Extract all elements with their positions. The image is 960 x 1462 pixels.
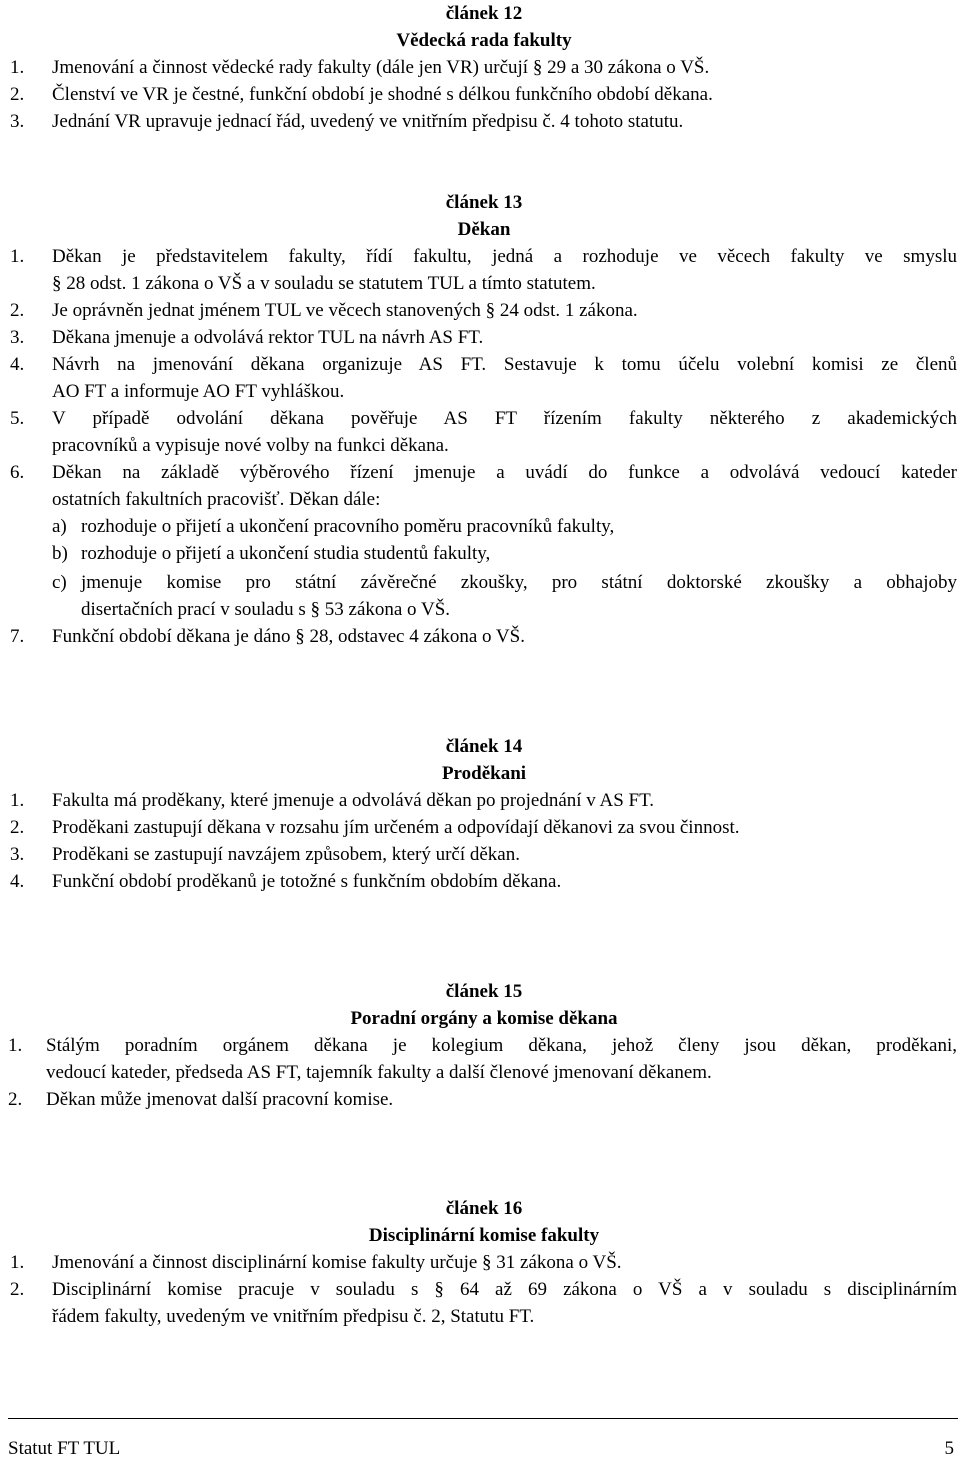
item-number: 3.	[10, 327, 25, 348]
footer-document-title: Statut FT TUL	[8, 1438, 121, 1459]
item-number: 1.	[10, 246, 25, 267]
article-15-number: článek 15	[445, 981, 523, 1002]
article-15-title: Poradní orgány a komise děkana	[350, 1008, 618, 1029]
article-12-title: Vědecká rada fakulty	[396, 30, 572, 51]
item-number: 1.	[10, 790, 25, 811]
item-text-line-1: Disciplinární komise pracuje v souladu s § 64 až 69 zákona o VŠ a v souladu s disciplinárním	[52, 1279, 957, 1300]
item-text: Děkana jmenuje a odvolává rektor TUL na návrh AS FT.	[52, 327, 484, 348]
item-text: Fakulta má proděkany, které jmenuje a odvolává děkan po projednání v AS FT.	[52, 790, 655, 811]
item-number: 3.	[10, 111, 25, 132]
footer-divider	[8, 1418, 958, 1419]
item-text-line-2: řádem fakulty, uvedeným ve vnitřním předpisu č. 2, Statutu FT.	[52, 1306, 535, 1327]
item-number: 2.	[10, 1279, 25, 1300]
item-text: Funkční období proděkanů je totožné s funkčním obdobím děkana.	[52, 871, 562, 892]
footer-page-number: 5	[944, 1438, 954, 1459]
item-text: Jmenování a činnost vědecké rady fakulty (dále jen VR) určují § 29 a 30 zákona o VŠ.	[52, 57, 710, 78]
item-text: Členství ve VR je čestné, funkční období je shodné s délkou funkčního období děkana.	[52, 84, 713, 105]
subitem-text: rozhoduje o přijetí a ukončení studia studentů fakulty,	[81, 543, 491, 564]
item-number: 1.	[10, 57, 25, 78]
item-number: 5.	[10, 408, 25, 429]
item-number: 4.	[10, 871, 25, 892]
article-14-number: článek 14	[445, 736, 523, 757]
item-text: Funkční období děkana je dáno § 28, odstavec 4 zákona o VŠ.	[52, 626, 525, 647]
item-text-line-1: Děkan na základě výběrového řízení jmenuje a uvádí do funkce a odvolává vedoucí kateder	[52, 462, 957, 483]
item-number: 4.	[10, 354, 25, 375]
item-text: Jmenování a činnost disciplinární komise fakulty určuje § 31 zákona o VŠ.	[52, 1252, 622, 1273]
subitem-text-line-2: disertačních prací v souladu s § 53 zákona o VŠ.	[81, 599, 451, 620]
subitem-label: b)	[52, 543, 68, 564]
item-text-line-2: ostatních fakultních pracovišť. Děkan dále:	[52, 489, 381, 510]
subitem-label: a)	[52, 516, 67, 537]
item-number: 2.	[10, 300, 25, 321]
item-text: Děkan může jmenovat další pracovní komise.	[46, 1089, 394, 1110]
item-text-line-2: vedoucí kateder, předseda AS FT, tajemník fakulty a další členové jmenovaní děkanem.	[46, 1062, 712, 1083]
item-text-line-1: Děkan je představitelem fakulty, řídí fakultu, jedná a rozhoduje ve věcech fakulty ve smyslu	[52, 246, 957, 267]
item-text-line-2: pracovníků a vypisuje nové volby na funkci děkana.	[52, 435, 449, 456]
subitem-label: c)	[52, 572, 67, 593]
item-number: 3.	[10, 844, 25, 865]
item-text-line-2: AO FT a informuje AO FT vyhláškou.	[52, 381, 345, 402]
item-number: 1.	[10, 1252, 25, 1273]
item-text-line-1: Návrh na jmenování děkana organizuje AS FT. Sestavuje k tomu účelu volební komisi ze členů	[52, 354, 957, 375]
item-number: 2.	[10, 84, 25, 105]
item-number: 2.	[8, 1089, 23, 1110]
article-12-number: článek 12	[445, 3, 523, 24]
item-text: Proděkani zastupují děkana v rozsahu jím určeném a odpovídají děkanovi za svou činnost.	[52, 817, 740, 838]
article-13-title: Děkan	[457, 219, 511, 240]
item-number: 6.	[10, 462, 25, 483]
subitem-text-line-1: jmenuje komise pro státní závěrečné zkoušky, pro státní doktorské zkoušky a obhajoby	[81, 572, 957, 593]
subitem-text: rozhoduje o přijetí a ukončení pracovního poměru pracovníků fakulty,	[81, 516, 615, 537]
article-14-title: Proděkani	[441, 763, 527, 784]
article-13-number: článek 13	[445, 192, 523, 213]
item-text: Proděkani se zastupují navzájem způsobem, který určí děkan.	[52, 844, 520, 865]
article-16-title: Disciplinární komise fakulty	[368, 1225, 600, 1246]
item-text: Je oprávněn jednat jménem TUL ve věcech stanovených § 24 odst. 1 zákona.	[52, 300, 638, 321]
item-number: 1.	[8, 1035, 23, 1056]
item-text-line-2: § 28 odst. 1 zákona o VŠ a v souladu se statutem TUL a tímto statutem.	[52, 273, 596, 294]
item-number: 2.	[10, 817, 25, 838]
item-text: Jednání VR upravuje jednací řád, uvedený ve vnitřním předpisu č. 4 tohoto statutu.	[52, 111, 684, 132]
item-text-line-1: V případě odvolání děkana pověřuje AS FT řízením fakulty některého z akademických	[52, 408, 957, 429]
item-text-line-1: Stálým poradním orgánem děkana je kolegium děkana, jehož členy jsou děkan, proděkani,	[46, 1035, 957, 1056]
article-16-number: článek 16	[445, 1198, 523, 1219]
item-number: 7.	[10, 626, 25, 647]
